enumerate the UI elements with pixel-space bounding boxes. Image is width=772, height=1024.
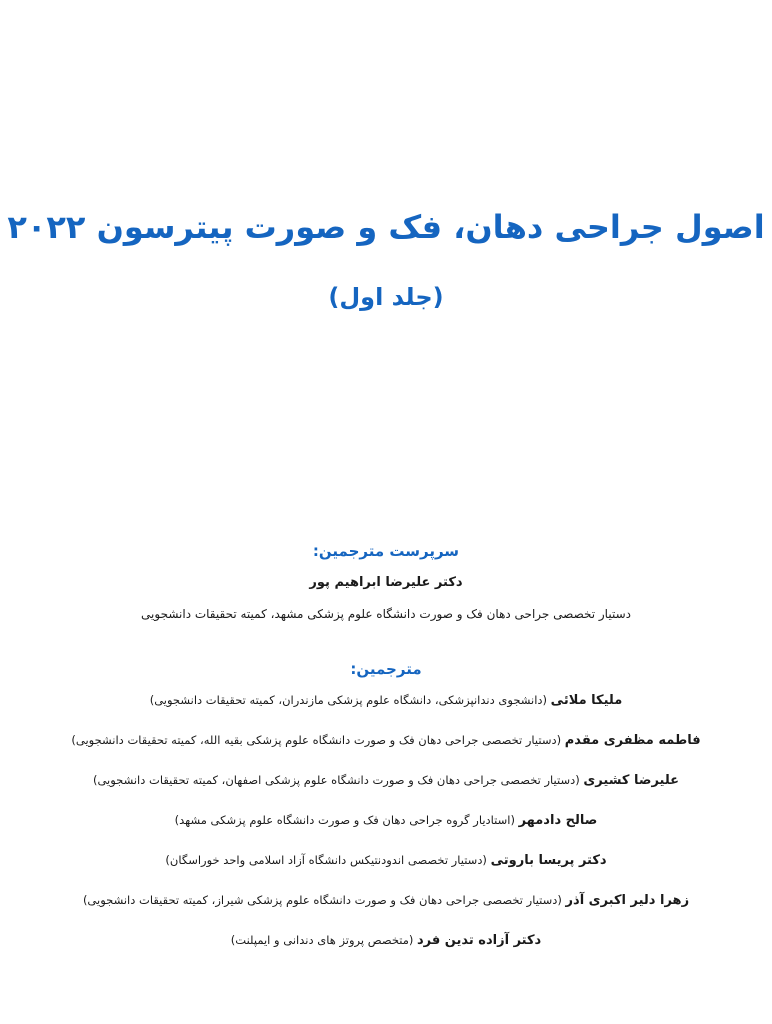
translator-name: دکتر آزاده تدین فرد [417, 933, 542, 948]
translator-name: زهرا دلیر اکبری آذر [565, 893, 690, 908]
translator-item [0, 773, 772, 813]
translator-name: علیرضا کشیری [583, 773, 680, 788]
translator-affiliation: (دستیار تخصصی جراحی دهان فک و صورت دانشگاه علوم پزشکی بقیه الله، کمیته تحقیقات دانشجویی) [71, 733, 562, 747]
book-title: اصول جراحی دهان، فک و صورت پیترسون ۲۰۲۲ [7, 208, 765, 246]
translator-affiliation: (دستیار تخصصی جراحی دهان فک و صورت دانشگاه علوم پزشکی شیراز، کمیته تحقیقات دانشجویی) [82, 893, 562, 907]
translators-heading: مترجمین: [350, 660, 422, 678]
translator-item [0, 893, 772, 933]
translator-item [0, 853, 772, 893]
translator-item [0, 733, 772, 773]
translator-affiliation: (دستیار تخصصی جراحی دهان فک و صورت دانشگاه علوم پزشکی اصفهان، کمیته تحقیقات دانشجویی) [92, 773, 580, 787]
translator-name: فاطمه مظفری مقدم [564, 733, 701, 748]
translator-item [0, 813, 772, 853]
translator-item [0, 693, 772, 733]
translator-list [0, 693, 772, 973]
translator-affiliation: (دانشجوی دندانپزشکی، دانشگاه علوم پزشکی مازندران، کمیته تحقیقات دانشجویی) [149, 693, 548, 707]
translator-affiliation: (متخصص پروتز های دندانی و ایمپلنت) [230, 933, 414, 947]
supervisor-heading: سرپرست مترجمین: [312, 542, 460, 560]
translator-affiliation: (استادیار گروه جراحی دهان فک و صورت دانشگاه علوم پزشکی مشهد) [174, 813, 515, 827]
supervisor-name: دکتر علیرضا ابراهیم پور [309, 575, 463, 590]
translator-name: صالح دادمهر [518, 813, 598, 828]
translator-item [0, 933, 772, 973]
supervisor-affiliation: دستیار تخصصی جراحی دهان فک و صورت دانشگاه علوم پزشکی مشهد، کمیته تحقیقات دانشجویی [141, 607, 631, 621]
translator-affiliation: (دستیار تخصصی اندودنتیکس دانشگاه آزاد اسلامی واحد خوراسگان) [165, 853, 487, 867]
translator-name: ملیکا ملائی [550, 693, 623, 708]
volume-subtitle: (جلد اول) [328, 283, 444, 311]
translator-name: دکتر پریسا باروتی [490, 853, 607, 868]
